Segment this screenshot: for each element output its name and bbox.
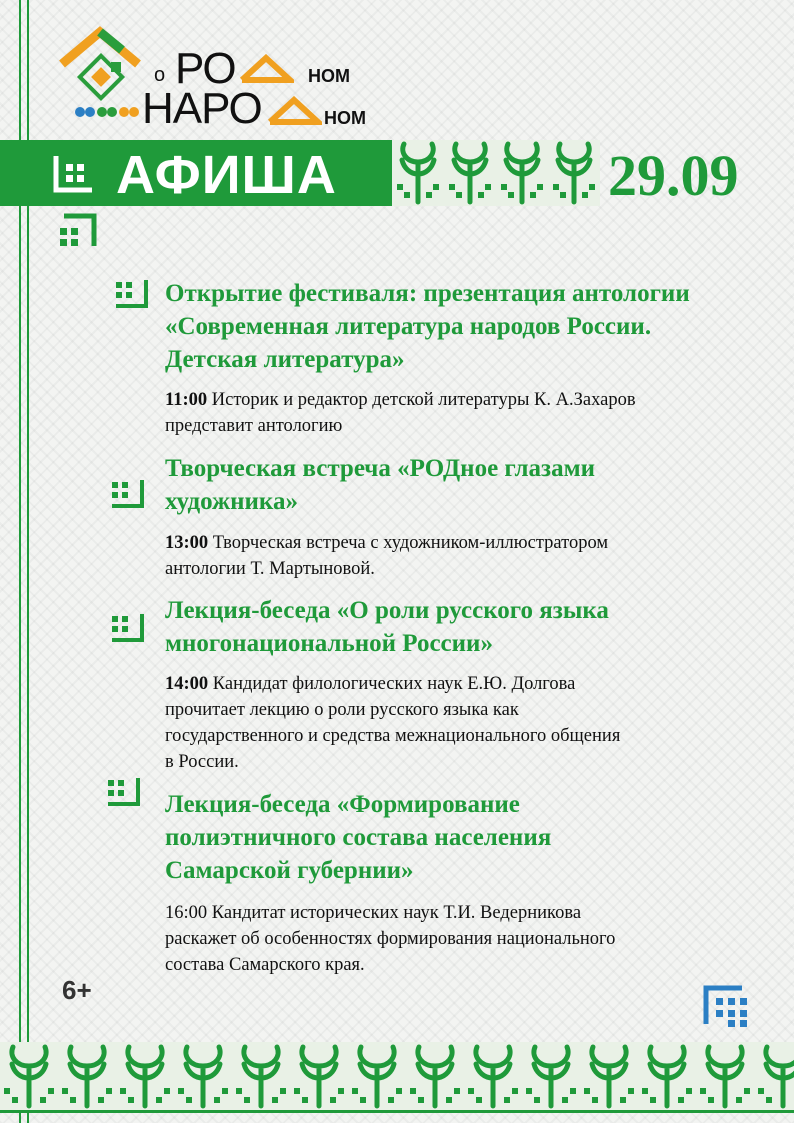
logo-word-ro: РО	[175, 44, 236, 93]
event-bullet-icon	[114, 278, 154, 312]
event-3-title: Лекция-беседа «О роли русского языка многонациональной России»	[165, 597, 609, 657]
logo-roof-icon-1	[238, 54, 294, 84]
event-2-description: 13:00 Творческая встреча с художником-иллюстратором антологии Т. Мартыновой.	[165, 533, 609, 579]
logo-word-nom-2: НОМ	[324, 108, 366, 128]
festival-logo	[56, 24, 386, 134]
event-bullet-icon	[106, 776, 146, 810]
event-bullet-icon	[110, 612, 150, 646]
logo-roof-icon-2	[266, 96, 322, 126]
logo-word-naro: НАРО	[142, 84, 262, 133]
logo-word-nom-1: НОМ	[308, 66, 350, 86]
event-bullet-icon	[110, 478, 150, 512]
bottom-border-line	[0, 1110, 794, 1113]
page-title: АФИША	[116, 145, 337, 205]
event-1-time: 11:00	[165, 390, 208, 410]
pattern-corner-icon-blue	[702, 984, 750, 1028]
event-3-time: 14:00	[165, 674, 209, 694]
event-2-title: Творческая встреча «РОДное глазами художника»	[165, 455, 596, 515]
ornament-band-bottom	[0, 1042, 794, 1110]
pattern-square-icon	[52, 154, 96, 194]
event-3-description: 14:00 Кандидат филологических наук Е.Ю. Долгова прочитает лекцию о роли русского языка как государственного и средства межнационального общения в России.	[165, 674, 621, 772]
ornament-band-top	[392, 140, 600, 206]
event-date: 29.09	[608, 143, 739, 208]
logo-word-o: о	[154, 64, 166, 86]
age-rating: 6+	[62, 975, 92, 1005]
event-1-description: 11:00 Историк и редактор детской литературы К. А.Захаров представит антологию	[165, 390, 636, 436]
afisha-banner	[0, 140, 392, 206]
pattern-corner-icon	[58, 212, 102, 252]
event-4-description: 16:00 Кандитат исторических наук Т.И. Ведерникова раскажет об особенностях формирования национального состава Самарского края.	[165, 903, 616, 975]
event-4-title: Лекция-беседа «Формирование полиэтничного состава населения Самарской губернии»	[165, 791, 552, 884]
event-2-time: 13:00	[165, 533, 209, 553]
event-1-title: Открытие фестиваля: презентация антологии «Современная литература народов России. Детская литература»	[165, 280, 690, 373]
